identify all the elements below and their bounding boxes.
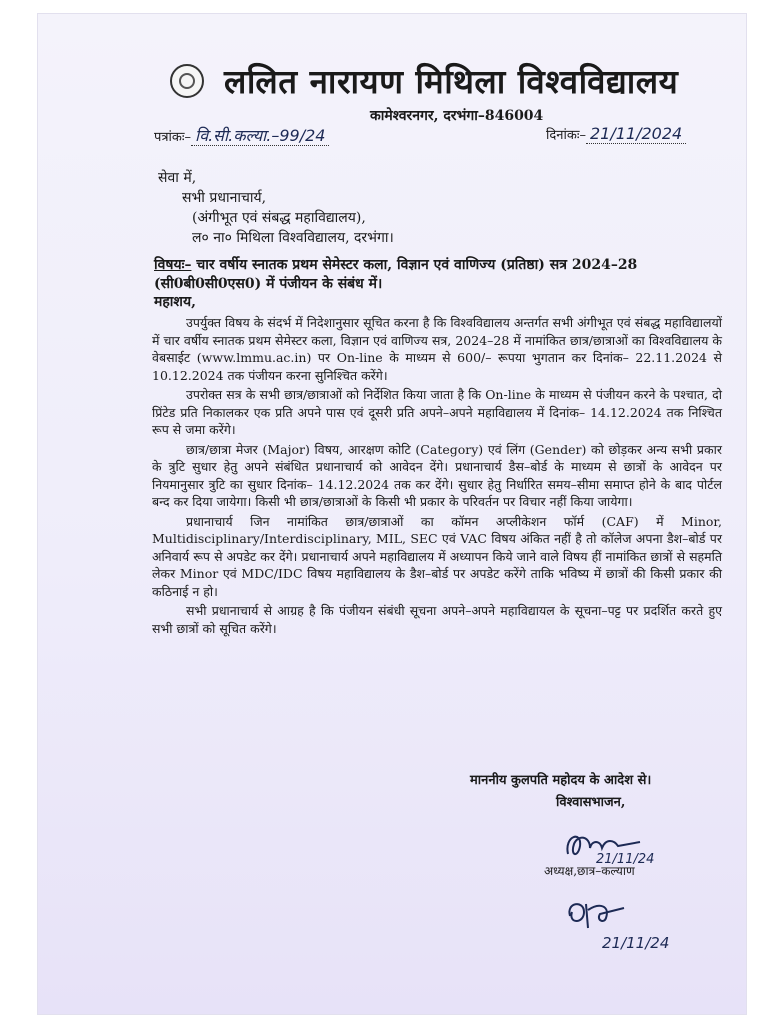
closing-regards: विश्वासभाजन, (556, 795, 626, 810)
university-address: कामेश्वरनगर, दरभंगा–846004 (370, 108, 544, 124)
date-label: दिनांकः– (546, 128, 586, 143)
signatory-title: अध्यक्ष,छात्र–कल्याण (544, 864, 635, 878)
recipient-line: सभी प्रधानाचार्य, (182, 190, 267, 206)
recipient-block (158, 168, 394, 248)
recipient-line: ल० ना० मिथिला विश्वविद्यालय, दरभंगा। (192, 230, 394, 246)
signature-date-2: 21/11/24 (602, 934, 670, 952)
body-paragraph: उपरोक्त सत्र के सभी छात्र/छात्राओं को निर्देशित किया जाता है कि On-line के माध्यम से पंजीयन करने के पश्चात, दो प्रिंटेड प्रति निकालकर एक प्रति अपने पास एवं दूसरी प्रति अपने–अपने महाविद्यालय में दिनांक– 14.12.2024 तक निश्चित रूप से जमा करेंगे। (152, 387, 722, 437)
university-seal-logo (170, 64, 204, 98)
recipient-line: (अंगीभूत एवं संबद्ध महाविद्यालय), (192, 210, 366, 226)
reference-number (154, 124, 329, 146)
subject-line (154, 256, 718, 294)
body-paragraph: सभी प्रधानाचार्य से आग्रह है कि पंजीयन संबंधी सूचना अपने–अपने महाविद्यायल के सूचना–पट्ट पर प्रदर्शित करते हुए सभी छात्रों को सूचित करेंगे। (152, 603, 722, 636)
salutation: महाशय, (154, 294, 196, 310)
subject-label: विषयः– (154, 257, 192, 273)
letter-date (546, 124, 686, 143)
closing-line: माननीय कुलपति महोदय के आदेश से। (470, 773, 652, 788)
university-name: ललित नारायण मिथिला विश्वविद्यालय (224, 62, 679, 101)
date-value: 21/11/2024 (586, 124, 686, 144)
letter-body (152, 314, 722, 639)
subject-text: चार वर्षीय स्नातक प्रथम सेमेस्टर कला, विज्ञान एवं वाणिज्य (प्रतिष्ठा) सत्र 2024–28 (सी0बी0सी0एस0) में पंजीयन के संबंध में। (154, 257, 638, 292)
body-paragraph: छात्र/छात्रा मेजर (Major) विषय, आरक्षण कोटि (Category) एवं लिंग (Gender) को छोड़कर अन्य सभी प्रकार के त्रुटि सुधार हेतु अपने संबंधित प्रधानाचार्य को आवेदन देंगे। प्रधानाचार्य डैस–बोर्ड के माध्यम से छात्रों के आवेदन पर नियमानुसार त्रुटि का सुधार दिनांक– 14.12.2024 तक कर देंगे। सुधार हेतु निर्धारित समय–सीमा समाप्त होने के बाद पोर्टल बन्द कर दिया जायेगा। किसी भी छात्र/छात्राओं के किसी भी प्रकार के परिवर्तन पर विचार नहीं किया जायेगा। (152, 441, 722, 509)
recipient-line: सेवा में, (158, 170, 197, 186)
body-paragraph: उपर्युक्त विषय के संदर्भ में निदेशानुसार सूचित करना है कि विश्वविद्यालय अन्तर्गत सभी अंगीभूत एवं संबद्ध महाविद्यालयों में चार वर्षीय स्नातक प्रथम सेमेस्टर कला, विज्ञान एवं वाणिज्य सत्र, 2024–28 में नामांकित छात्र/छात्राओं का विश्वविद्यालय के वेबसाईट (www.lmmu.ac.in) पर On-line के माध्यम से 600/– रूपया भुगतान कर दिनांक– 22.11.2024 से 10.12.2024 तक पंजीयन करना सुनिश्चित करेंगे। (152, 315, 722, 383)
reference-value: वि.सी.कल्या.–99/24 (191, 126, 329, 146)
reference-label: पत्रांकः– (154, 130, 192, 145)
signature-mark-initials (560, 894, 640, 934)
signature-date: 21/11/24 (596, 852, 655, 867)
body-paragraph: प्रधानाचार्य जिन नामांकित छात्र/छात्राओं का कॉमन अप्लीकेशन फॉर्म (CAF) में Minor, Multidisciplinary/Interdisciplinary, MIL, SEC एवं VAC विषय अंकित नहीं है तो कॉलेज अपना डैश–बोर्ड पर अनिवार्य रूप से अपडेट कर देंगे। प्रधानाचार्य अपने महाविद्यालय में अध्यापन किये जाने वाले विषय हीं नामांकित छात्रों से सहमति लेकर Minor एवं MDC/IDC विषय महाविद्यालय के डैश–बोर्ड पर अपडेट करेंगे ताकि भविष्य में छात्रों की किसी प्रकार की कठिनाई न हो। (152, 513, 722, 599)
